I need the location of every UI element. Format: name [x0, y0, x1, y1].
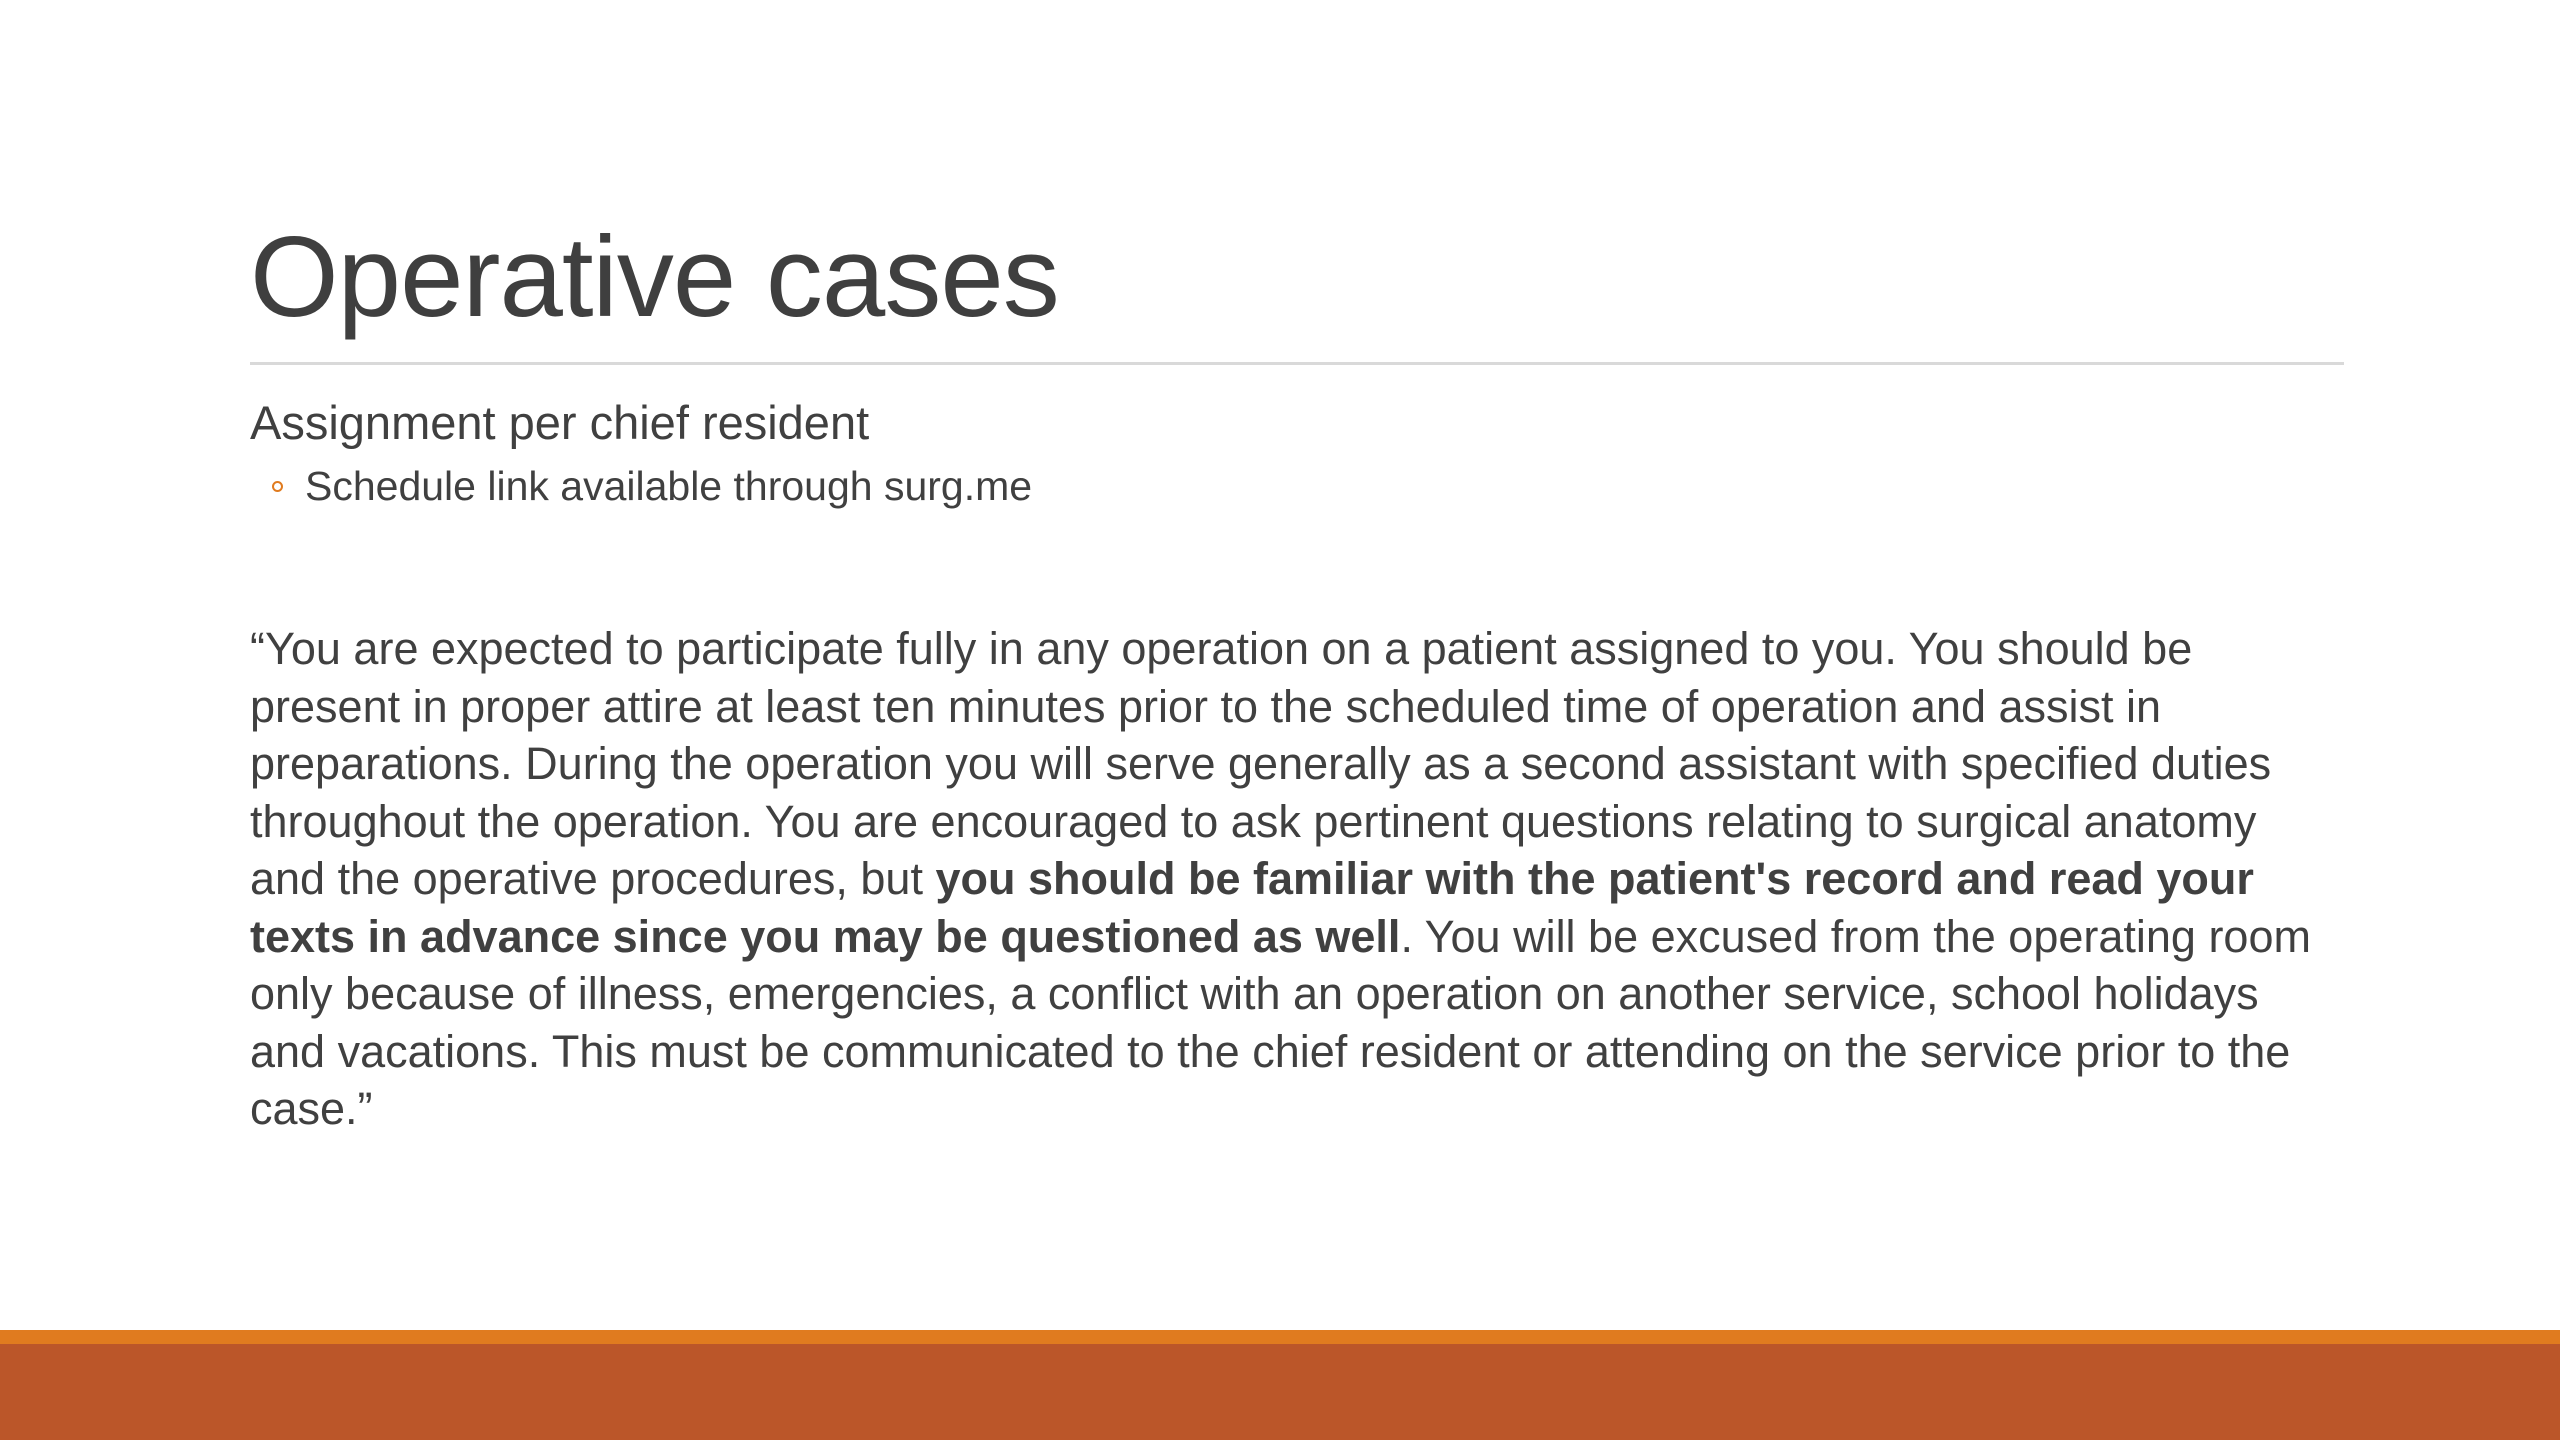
- footer-accent-stripe: [0, 1330, 2560, 1344]
- quote-text-part2: . You will be excused from the operating room only because of illness, emergencies, a conflict with an operation on another service, school holidays and vacations. This must be communicated to the chief resident or attending on the service prior to the case.”: [250, 910, 2311, 1134]
- title-divider: [250, 362, 2344, 365]
- policy-quote: [250, 620, 2340, 1138]
- quote-text-part1: “You are expected to participate fully in any operation on a patient assigned to you. You should be present in proper attire at least ten minutes prior to the scheduled time of operation and assist in preparations. During the operation you will serve generally as a second assistant with specified duties throughout the operation. You are encouraged to ask pertinent questions relating to surgical anatomy and the operative procedures, but: [250, 623, 2272, 904]
- slide-title: Operative cases: [250, 214, 1059, 341]
- quote-text-bold: you should be familiar with the patient's record and read your texts in advance since you may be questioned as well: [250, 853, 2254, 962]
- footer-bar: [0, 1344, 2560, 1440]
- sub-bullet-schedule-text: Schedule link available through surg.me: [305, 463, 1033, 509]
- circle-bullet-icon: [272, 481, 283, 492]
- bullet-assignment: Assignment per chief resident: [250, 396, 870, 449]
- sub-bullet-schedule: [272, 462, 1032, 511]
